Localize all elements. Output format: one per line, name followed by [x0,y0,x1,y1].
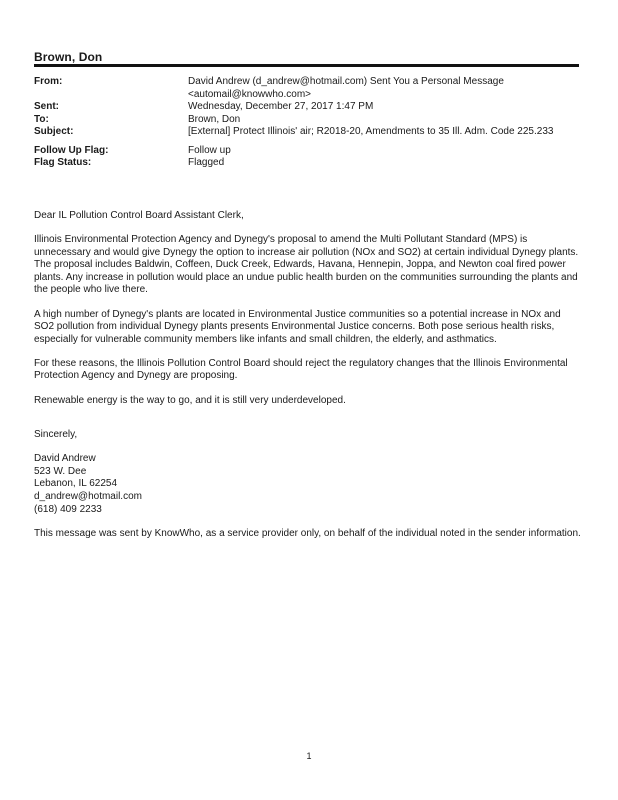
mailbox-owner-name: Brown, Don [34,50,103,64]
body-paragraph: A high number of Dynegy's plants are located in Environmental Justice communities so a potential increase in NOx and SO2 pollution from individual Dynegy plants presents Environmental Justice concerns. Both pose serious health risks, especially for vulnerable community members like infants and small children, the elderly, and asthmatics. [34,308,561,345]
signature-email: d_andrew@hotmail.com [34,491,142,502]
signature-name: David Andrew [34,453,96,465]
sender-value: David Andrew (d_andrew@hotmail.com) Sent You a Personal Message <automail@knowwho.com> [188,76,504,100]
signature-phone: (618) 409 2233 [34,503,102,515]
subject-value: [External] Protect Illinois' air; R2018-20, Amendments to 35 Ill. Adm. Code 225.233 [188,126,554,137]
email-body [34,210,582,552]
body-paragraph: Illinois Environmental Protection Agency and Dynegy's proposal to amend the Multi Pollutant Standard (MPS) is unnecessary and would give Dynegy the option to increase air pollution (NOx and SO2) at certain individual Dynegy plants. The proposal includes Baldwin, Coffeen, Duck Creek, Edwards, Havana, Hennepin, Joppa, and Newton coal fired power plants. Any increase in pollution would place an undue public health burden on the communities surrounding the plants and the people who live there. [34,234,579,296]
salutation: Dear IL Pollution Control Board Assistant Clerk, [34,210,244,221]
header-row-from [34,76,579,101]
header-label: Follow Up Flag: [34,144,109,156]
header-label: From: [34,76,63,87]
closing: Sincerely, [34,429,78,441]
email-header-block [34,76,579,170]
header-label: Sent: [34,101,59,112]
follow-up-flag-value: Follow up [188,144,231,156]
sent-value: Wednesday, December 27, 2017 1:47 PM [188,101,374,112]
header-row-to [34,114,579,127]
header-label: Flag Status: [34,157,92,168]
recipient-value: Brown, Don [188,113,241,125]
signature-street: 523 W. Dee [34,465,87,477]
header-label: To: [34,113,49,125]
header-row-flag-status [34,157,579,170]
body-paragraph: For these reasons, the Illinois Pollution Control Board should reject the regulatory changes that the Illinois Environmental Protection Agency and Dynegy are proposing. [34,357,568,382]
header-row-sent [34,101,579,114]
signature-block [34,453,582,516]
page-number: 1 [306,751,312,761]
header-label: Subject: [34,126,74,137]
header-divider [34,64,579,67]
header-row-subject [34,126,579,139]
flag-status-value: Flagged [188,157,225,168]
header-row-follow-up-flag [34,145,579,158]
signature-city: Lebanon, IL 62254 [34,478,118,490]
body-paragraph: Renewable energy is the way to go, and it is still very underdeveloped. [34,394,346,406]
service-provider-note: This message was sent by KnowWho, as a service provider only, on behalf of the individual noted in the sender information. [34,527,581,539]
